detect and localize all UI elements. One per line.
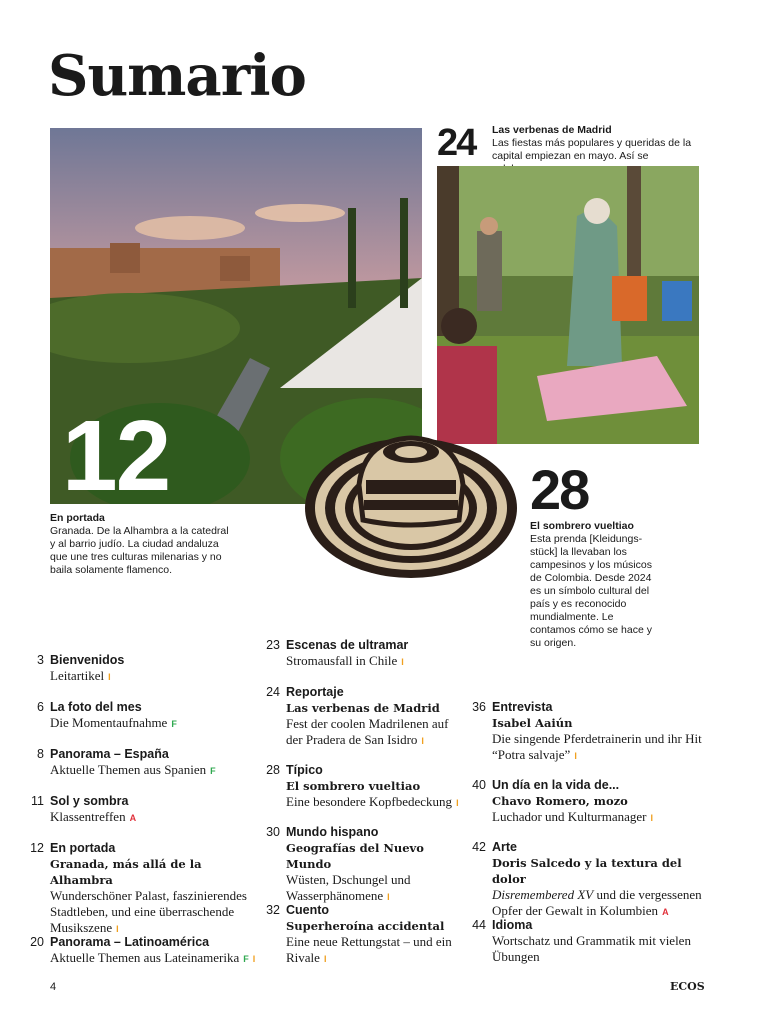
toc-text: Klassentreffen xyxy=(50,809,126,824)
toc-page-number: 23 xyxy=(266,638,280,652)
toc-heading: Reportaje xyxy=(286,685,344,699)
level-badge: A xyxy=(662,907,669,917)
sombrero-caption xyxy=(530,520,660,650)
portada-text: Granada. De la Alhambra a la catedral y al barrio judío. La ciudad andaluza que une tres culturas milenarias y no baila solamente flamenco. xyxy=(50,525,229,576)
level-badge-i: I xyxy=(252,954,256,964)
toc-item[interactable] xyxy=(266,824,466,905)
toc-heading: Panorama – Latinoamérica xyxy=(50,935,210,949)
toc-subtitle: Doris Salcedo y la textura del dolor xyxy=(492,856,682,886)
toc-item[interactable] xyxy=(266,902,461,967)
toc-page-number: 3 xyxy=(37,653,44,667)
level-badge: I xyxy=(116,924,119,934)
toc-page-number: 30 xyxy=(266,825,280,839)
toc-page-number: 42 xyxy=(472,840,486,854)
toc-text: Aktuelle Themen aus Spanien xyxy=(50,762,207,777)
toc-item[interactable] xyxy=(472,777,702,826)
toc-item[interactable] xyxy=(266,684,466,749)
verbenas-heading: Las verbenas de Madrid xyxy=(492,124,612,136)
sombrero-image xyxy=(304,430,519,580)
toc-item[interactable] xyxy=(472,917,702,965)
page-number: 4 xyxy=(50,981,57,993)
toc-page-number: 12 xyxy=(30,841,44,855)
feature-number-28: 28 xyxy=(530,458,589,521)
toc-heading: Idioma xyxy=(492,918,533,932)
toc-subtitle: Geografías del Nuevo Mundo xyxy=(286,841,424,871)
verbenas-photo xyxy=(437,166,699,444)
level-badge-f: F xyxy=(243,954,249,964)
toc-page-number: 24 xyxy=(266,685,280,699)
toc-text: Luchador und Kulturmanager xyxy=(492,809,647,824)
toc-text: Die singende Pferdetrainerin und ihr Hit “Potra salvaje” xyxy=(492,731,702,762)
toc-heading: Arte xyxy=(492,840,518,854)
toc-page-number: 8 xyxy=(37,747,44,761)
toc-text-italic: Disremembered XV xyxy=(492,887,594,902)
level-badge: I xyxy=(574,751,577,761)
toc-item[interactable] xyxy=(37,652,250,685)
toc-item[interactable] xyxy=(266,637,466,670)
toc-text: Fest der coolen Madrilenen auf der Pradera de San Isidro xyxy=(286,716,449,747)
level-badge: A xyxy=(129,813,137,823)
toc-page-number: 36 xyxy=(472,700,486,714)
toc-item[interactable] xyxy=(37,699,250,732)
level-badge: F xyxy=(171,719,177,729)
toc-heading: Sol y sombra xyxy=(50,794,129,808)
feature-number-24: 24 xyxy=(437,122,476,164)
level-badge: I xyxy=(108,672,111,682)
toc-text: Eine neue Rettungstat – und ein Rivale xyxy=(286,934,452,965)
toc-text: und die vergessenen Opfer der Gewalt in Kolumbien xyxy=(492,887,702,918)
toc-heading: La foto del mes xyxy=(50,700,142,714)
toc-text: Wortschatz und Grammatik mit vielen Übungen xyxy=(492,933,691,964)
toc-text: Aktuelle Themen aus Lateinamerika xyxy=(50,950,240,965)
sombrero-heading: El sombrero vueltiao xyxy=(530,520,634,532)
toc-item[interactable] xyxy=(31,793,250,826)
portada-heading: En portada xyxy=(50,512,105,524)
toc-heading: En portada xyxy=(50,841,116,855)
toc-text: Stromausfall in Chile xyxy=(286,653,398,668)
toc-heading: Escenas de ultramar xyxy=(286,638,409,652)
level-badge: I xyxy=(387,892,390,902)
toc-item[interactable] xyxy=(30,840,255,937)
toc-item[interactable] xyxy=(472,699,702,764)
toc-item[interactable] xyxy=(37,746,250,779)
verbenas-text: Las fiestas más populares y queridas de la capital empiezan en mayo. Así se xyxy=(492,137,692,162)
toc-heading: Bienvenidos xyxy=(50,653,125,667)
level-badge: I xyxy=(401,657,404,667)
toc-heading: Entrevista xyxy=(492,700,553,714)
toc-text: Leitartikel xyxy=(50,668,105,683)
toc-heading: Cuento xyxy=(286,903,330,917)
feature-number-12: 12 xyxy=(62,400,170,512)
toc-item[interactable] xyxy=(266,762,466,811)
toc-text: Eine besondere Kopfbedeckung xyxy=(286,794,453,809)
level-badge: I xyxy=(323,954,327,964)
toc-item[interactable] xyxy=(30,934,260,967)
sombrero-text: Esta prenda [Kleidungs-stück] la llevaban los campesinos y los músicos de Colombia. Desde 2024 es un símbolo cultural del país y es reconocido mundialmente. Le contamos cómo se hace y su origen. xyxy=(530,533,652,649)
toc-page-number: 44 xyxy=(472,918,486,932)
toc-page-number: 32 xyxy=(266,903,280,917)
level-badge: I xyxy=(650,813,654,823)
portada-caption xyxy=(50,512,235,577)
brand-logo: ECOS xyxy=(670,980,705,993)
toc-page-number: 40 xyxy=(472,778,486,792)
toc-subtitle: Isabel Aaiún xyxy=(492,716,573,730)
toc-subtitle: Granada, más allá de la Alhambra xyxy=(50,857,202,887)
toc-text: Wüsten, Dschungel und Wasserphänomene xyxy=(286,872,411,903)
level-badge xyxy=(243,954,255,964)
toc-subtitle: Chavo Romero, mozo xyxy=(492,794,628,808)
toc-heading: Panorama – España xyxy=(50,747,169,761)
page-title: Sumario xyxy=(48,43,306,109)
toc-text: Wunderschöner Palast, faszinierendes Stadtleben, und eine überraschende Musikszene xyxy=(50,888,247,935)
toc-page-number: 28 xyxy=(266,763,280,777)
toc-page-number: 11 xyxy=(31,794,44,808)
level-badge: F xyxy=(210,766,216,776)
level-badge: I xyxy=(456,798,459,808)
toc-page-number: 20 xyxy=(30,935,44,949)
toc-heading: Mundo hispano xyxy=(286,825,379,839)
toc-page-number: 6 xyxy=(37,700,44,714)
toc-subtitle: Las verbenas de Madrid xyxy=(286,701,440,715)
toc-subtitle: El sombrero vueltiao xyxy=(286,779,421,793)
level-badge: I xyxy=(421,736,424,746)
toc-heading: Típico xyxy=(286,763,323,777)
toc-heading: Un día en la vida de... xyxy=(492,778,620,792)
toc-subtitle: Superheroína accidental xyxy=(286,919,445,933)
toc-item[interactable] xyxy=(472,839,702,920)
toc-text: Die Momentaufnahme xyxy=(50,715,168,730)
